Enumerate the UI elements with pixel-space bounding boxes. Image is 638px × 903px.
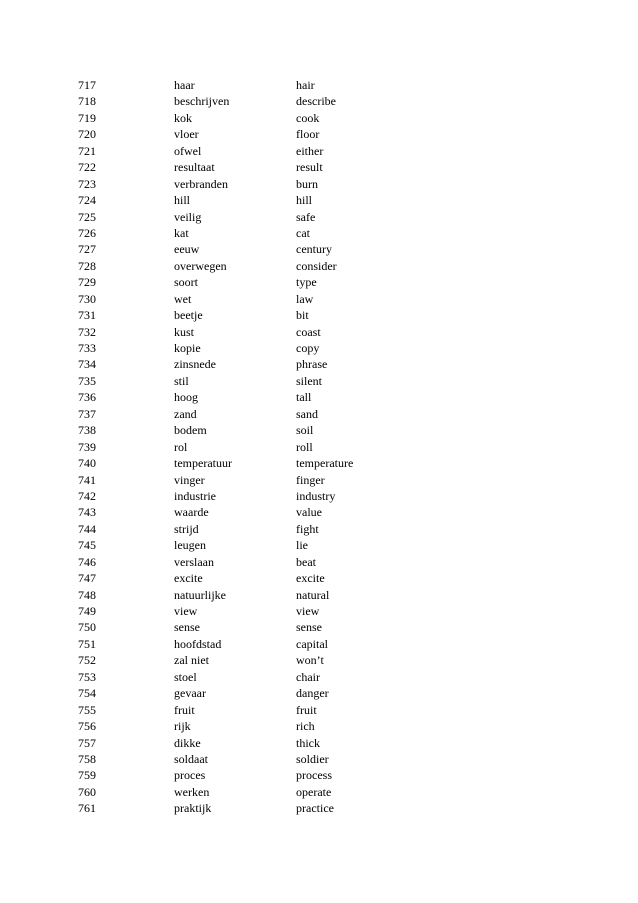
table-row — [78, 488, 396, 504]
dutch-word: resultaat — [174, 160, 215, 175]
table-row — [78, 422, 396, 438]
english-word: won’t — [296, 653, 324, 668]
table-row — [78, 389, 396, 405]
table-row — [78, 455, 396, 471]
table-row — [78, 209, 396, 225]
table-row — [78, 587, 396, 603]
dutch-word: natuurlijke — [174, 587, 226, 602]
dutch-word: praktijk — [174, 801, 212, 816]
table-row — [78, 356, 396, 372]
dutch-word: excite — [174, 571, 203, 586]
english-word: hair — [296, 78, 315, 92]
vocabulary-table — [78, 77, 396, 817]
english-word: burn — [296, 176, 318, 191]
entry-number: 733 — [78, 341, 96, 355]
entry-number: 720 — [78, 127, 96, 142]
entry-number: 748 — [78, 587, 96, 602]
table-row — [78, 192, 396, 208]
dutch-word: waarde — [174, 505, 209, 520]
english-word: rich — [296, 719, 315, 734]
entry-number: 736 — [78, 390, 96, 405]
dutch-word: zinsnede — [174, 357, 216, 372]
entry-number: 725 — [78, 209, 96, 224]
dutch-word: haar — [174, 78, 195, 92]
dutch-word: gevaar — [174, 686, 206, 701]
english-word: finger — [296, 472, 325, 487]
table-row — [78, 159, 396, 175]
entry-number: 723 — [78, 176, 96, 191]
dutch-word: leugen — [174, 538, 206, 553]
dutch-word: hill — [174, 193, 191, 208]
english-word: bit — [296, 308, 309, 323]
table-row — [78, 652, 396, 668]
table-row — [78, 767, 396, 783]
dutch-word: strijd — [174, 521, 199, 536]
table-row — [78, 176, 396, 192]
english-word: lie — [296, 538, 308, 553]
english-word: beat — [296, 554, 316, 569]
english-word: industry — [296, 488, 336, 503]
table-row — [78, 291, 396, 307]
english-word: soldier — [296, 751, 329, 766]
table-row — [78, 241, 396, 257]
english-word: temperature — [296, 456, 354, 471]
english-word: sand — [296, 406, 318, 421]
entry-number: 753 — [78, 669, 96, 684]
entry-number: 743 — [78, 505, 96, 520]
entry-number: 745 — [78, 538, 96, 553]
english-word: hill — [296, 193, 313, 208]
dutch-word: eeuw — [174, 242, 200, 257]
table-row — [78, 718, 396, 734]
english-word: cat — [296, 225, 310, 240]
entry-number: 760 — [78, 784, 96, 799]
english-word: either — [296, 143, 324, 158]
english-word: capital — [296, 636, 328, 651]
table-row — [78, 274, 396, 290]
dutch-word: sense — [174, 620, 200, 635]
entry-number: 718 — [78, 94, 96, 109]
dutch-word: ofwel — [174, 143, 202, 158]
english-word: roll — [296, 439, 313, 454]
dutch-word: fruit — [174, 702, 195, 717]
dutch-word: temperatuur — [174, 456, 232, 471]
entry-number: 730 — [78, 291, 96, 306]
table-row — [78, 603, 396, 619]
dutch-word: view — [174, 604, 198, 618]
english-word: copy — [296, 341, 320, 355]
entry-number: 754 — [78, 686, 96, 701]
english-word: process — [296, 768, 332, 783]
table-row — [78, 800, 396, 816]
entry-number: 719 — [78, 110, 96, 125]
english-word: operate — [296, 784, 332, 799]
table-row — [78, 504, 396, 520]
english-word: coast — [296, 324, 321, 339]
entry-number: 731 — [78, 308, 96, 323]
dutch-word: werken — [174, 784, 210, 799]
dutch-word: soort — [174, 275, 198, 290]
entry-number: 732 — [78, 324, 96, 339]
table-row — [78, 521, 396, 537]
table-row — [78, 751, 396, 767]
english-word: century — [296, 242, 332, 257]
entry-number: 750 — [78, 620, 96, 635]
english-word: value — [296, 505, 322, 520]
english-word: cook — [296, 110, 320, 125]
entry-number: 735 — [78, 373, 96, 388]
entry-number: 746 — [78, 554, 96, 569]
table-row — [78, 685, 396, 701]
entry-number: 759 — [78, 768, 96, 783]
entry-number: 752 — [78, 653, 96, 668]
entry-number: 749 — [78, 604, 96, 618]
entry-number: 756 — [78, 719, 96, 734]
dutch-word: stoel — [174, 669, 197, 684]
table-row — [78, 537, 396, 553]
dutch-word: stil — [174, 373, 189, 388]
table-row — [78, 669, 396, 685]
entry-number: 739 — [78, 439, 96, 454]
entry-number: 751 — [78, 636, 96, 651]
dutch-word: dikke — [174, 735, 201, 750]
english-word: thick — [296, 735, 320, 750]
table-row — [78, 636, 396, 652]
entry-number: 722 — [78, 160, 96, 175]
dutch-word: verslaan — [174, 554, 214, 569]
table-row — [78, 619, 396, 635]
entry-number: 726 — [78, 225, 96, 240]
dutch-word: zal niet — [174, 653, 209, 668]
entry-number: 740 — [78, 456, 96, 471]
table-row — [78, 472, 396, 488]
table-row — [78, 126, 396, 142]
dutch-word: wet — [174, 291, 192, 306]
dutch-word: hoofdstad — [174, 636, 222, 651]
entry-number: 727 — [78, 242, 96, 257]
table-row — [78, 225, 396, 241]
dutch-word: bodem — [174, 423, 207, 438]
table-row — [78, 143, 396, 159]
table-row — [78, 406, 396, 422]
table-row — [78, 784, 396, 800]
dutch-word: kat — [174, 225, 189, 240]
dutch-word: beetje — [174, 308, 203, 323]
table-row — [78, 570, 396, 586]
dutch-word: kok — [174, 110, 192, 125]
entry-number: 721 — [78, 143, 96, 158]
dutch-word: vinger — [174, 472, 205, 487]
english-word: excite — [296, 571, 325, 586]
entry-number: 744 — [78, 521, 96, 536]
english-word: describe — [296, 94, 336, 109]
dutch-word: industrie — [174, 488, 216, 503]
english-word: danger — [296, 686, 329, 701]
table-row — [78, 77, 396, 93]
english-word: type — [296, 275, 317, 290]
entry-number: 734 — [78, 357, 96, 372]
entry-number: 742 — [78, 488, 96, 503]
dutch-word: hoog — [174, 390, 198, 405]
english-word: sense — [296, 620, 322, 635]
table-row — [78, 702, 396, 718]
english-word: view — [296, 604, 320, 618]
entry-number: 738 — [78, 423, 96, 438]
entry-number: 724 — [78, 193, 96, 208]
english-word: fruit — [296, 702, 317, 717]
english-word: chair — [296, 669, 320, 684]
english-word: practice — [296, 801, 334, 816]
entry-number: 737 — [78, 406, 96, 421]
table-row — [78, 554, 396, 570]
dutch-word: proces — [174, 768, 206, 783]
entry-number: 761 — [78, 801, 96, 816]
english-word: phrase — [296, 357, 328, 372]
entry-number: 741 — [78, 472, 96, 487]
english-word: safe — [296, 209, 316, 224]
entry-number: 755 — [78, 702, 96, 717]
entry-number: 758 — [78, 751, 96, 766]
dutch-word: soldaat — [174, 751, 208, 766]
vocabulary-table-body — [78, 77, 396, 817]
entry-number: 728 — [78, 258, 96, 273]
entry-number: 747 — [78, 571, 96, 586]
english-word: natural — [296, 587, 330, 602]
english-word: tall — [296, 390, 312, 405]
dutch-word: kopie — [174, 341, 201, 355]
dutch-word: verbranden — [174, 176, 228, 191]
entry-number: 729 — [78, 275, 96, 290]
english-word: law — [296, 291, 314, 306]
english-word: result — [296, 160, 323, 175]
dutch-word: rol — [174, 439, 188, 454]
dutch-word: rijk — [174, 719, 191, 734]
entry-number: 717 — [78, 78, 96, 92]
table-row — [78, 439, 396, 455]
dutch-word: overwegen — [174, 258, 227, 273]
table-row — [78, 93, 396, 109]
english-word: fight — [296, 521, 319, 536]
english-word: floor — [296, 127, 320, 142]
table-row — [78, 307, 396, 323]
english-word: consider — [296, 258, 337, 273]
table-row — [78, 110, 396, 126]
english-word: silent — [296, 373, 322, 388]
entry-number: 757 — [78, 735, 96, 750]
table-row — [78, 340, 396, 356]
table-row — [78, 373, 396, 389]
dutch-word: veilig — [174, 209, 202, 224]
table-row — [78, 324, 396, 340]
dutch-word: zand — [174, 406, 197, 421]
english-word: soil — [296, 423, 314, 438]
table-row — [78, 735, 396, 751]
dutch-word: vloer — [174, 127, 199, 142]
dutch-word: kust — [174, 324, 195, 339]
table-row — [78, 258, 396, 274]
dutch-word: beschrijven — [174, 94, 230, 109]
